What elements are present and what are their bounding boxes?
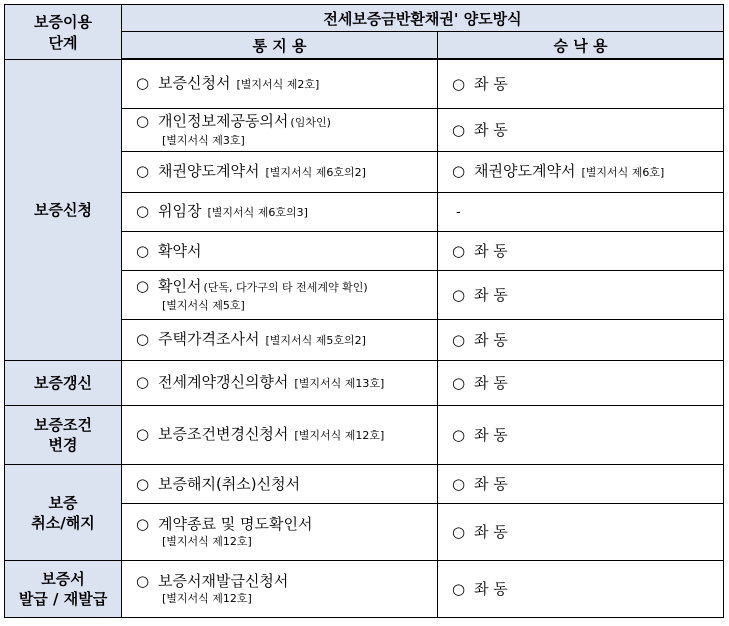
notice-document-name: 보증해지(취소)신청서 bbox=[158, 475, 301, 493]
guarantee-documents-table bbox=[4, 4, 724, 618]
stage-cell bbox=[5, 465, 122, 561]
stage-label: 취소/해지 bbox=[31, 513, 95, 532]
consent-column-header: 승 낙 용 bbox=[438, 32, 724, 60]
consent-document-name: 좌 동 bbox=[474, 286, 508, 304]
stage-column-header bbox=[5, 5, 122, 60]
stage-cell bbox=[5, 361, 122, 406]
not-applicable-dash: - bbox=[456, 205, 461, 220]
table-row bbox=[5, 561, 724, 618]
transfer-method-header: 전세보증금반환채권' 양도방식 bbox=[122, 5, 724, 32]
circle-bullet-icon: ○ bbox=[136, 475, 150, 493]
circle-bullet-icon: ○ bbox=[452, 242, 466, 260]
consent-document-cell bbox=[438, 561, 724, 618]
consent-document-name: 좌 동 bbox=[474, 523, 508, 541]
circle-bullet-icon: ○ bbox=[136, 277, 150, 295]
circle-bullet-icon: ○ bbox=[136, 330, 150, 348]
form-reference: [별지서식 제2호] bbox=[236, 78, 320, 91]
consent-document-name: 좌 동 bbox=[474, 475, 508, 493]
table-row bbox=[5, 361, 724, 406]
notice-document-name: 주택가격조사서 bbox=[158, 330, 260, 348]
consent-document-name: 좌 동 bbox=[474, 580, 508, 598]
notice-document-cell bbox=[122, 152, 438, 193]
notice-document-cell bbox=[122, 232, 438, 271]
table-row bbox=[5, 59, 724, 109]
consent-document-name: 채권양도계약서 bbox=[474, 162, 576, 180]
consent-document-cell bbox=[438, 406, 724, 465]
consent-document-cell bbox=[438, 271, 724, 320]
notice-document-cell bbox=[122, 59, 438, 109]
circle-bullet-icon: ○ bbox=[452, 523, 466, 541]
notice-document-cell bbox=[122, 504, 438, 561]
consent-document-cell bbox=[438, 232, 724, 271]
consent-document-cell bbox=[438, 361, 724, 406]
stage-label: 보증 bbox=[48, 493, 78, 512]
circle-bullet-icon: ○ bbox=[136, 202, 150, 220]
notice-document-name: 계약종료 및 명도확인서 bbox=[158, 515, 313, 533]
consent-document-cell bbox=[438, 465, 724, 504]
form-reference: [별지서식 제12호] bbox=[294, 429, 385, 442]
stage-cell bbox=[5, 59, 122, 361]
circle-bullet-icon: ○ bbox=[136, 373, 150, 391]
consent-document-name: 좌 동 bbox=[474, 242, 508, 260]
circle-bullet-icon: ○ bbox=[136, 162, 150, 180]
stage-label: 보증신청 bbox=[34, 200, 92, 219]
notice-document-name: 보증조건변경신청서 bbox=[158, 425, 289, 443]
circle-bullet-icon: ○ bbox=[452, 580, 466, 598]
stage-label: 변경 bbox=[48, 436, 78, 454]
notice-document-name: 위임장 bbox=[158, 202, 202, 220]
notice-document-cell bbox=[122, 271, 438, 320]
table-row bbox=[5, 406, 724, 465]
circle-bullet-icon: ○ bbox=[136, 74, 150, 92]
notice-document-cell bbox=[122, 561, 438, 618]
notice-document-cell bbox=[122, 361, 438, 406]
notice-document-cell bbox=[122, 465, 438, 504]
notice-document-name: 확약서 bbox=[158, 242, 202, 260]
circle-bullet-icon: ○ bbox=[452, 75, 466, 93]
consent-document-name: 좌 동 bbox=[474, 121, 508, 139]
form-reference: [별지서식 제5호] bbox=[162, 299, 245, 312]
consent-document-cell bbox=[438, 320, 724, 361]
notice-document-name: 보증신청서 bbox=[158, 74, 231, 92]
stage-label: 보증갱신 bbox=[34, 374, 92, 392]
consent-document-name: 좌 동 bbox=[474, 331, 508, 349]
consent-document-cell bbox=[438, 193, 724, 232]
circle-bullet-icon: ○ bbox=[136, 515, 150, 533]
form-reference: [별지서식 제3호] bbox=[162, 134, 245, 147]
consent-document-cell bbox=[438, 152, 724, 193]
circle-bullet-icon: ○ bbox=[136, 572, 150, 590]
stage-label: 보증조건 bbox=[34, 416, 92, 434]
circle-bullet-icon: ○ bbox=[136, 242, 150, 260]
form-reference: [별지서식 제6호의3] bbox=[207, 206, 308, 219]
form-reference: [별지서식 제12호] bbox=[162, 535, 252, 548]
circle-bullet-icon: ○ bbox=[136, 112, 150, 130]
notice-document-name: 전세계약갱신의향서 bbox=[158, 373, 289, 391]
consent-document-cell bbox=[438, 109, 724, 152]
circle-bullet-icon: ○ bbox=[452, 331, 466, 349]
stage-header-line2: 단계 bbox=[48, 33, 78, 52]
notice-document-note: (임차인) bbox=[290, 116, 331, 129]
form-reference: [별지서식 제13호] bbox=[294, 377, 385, 390]
form-reference: [별지서식 제12호] bbox=[162, 592, 252, 605]
notice-document-name: 채권양도계약서 bbox=[158, 162, 260, 180]
table-body bbox=[5, 59, 724, 618]
circle-bullet-icon: ○ bbox=[136, 425, 150, 443]
consent-document-name: 좌 동 bbox=[474, 374, 508, 392]
consent-document-cell bbox=[438, 504, 724, 561]
circle-bullet-icon: ○ bbox=[452, 162, 466, 180]
consent-document-cell bbox=[438, 59, 724, 109]
form-reference: [별지서식 제6호] bbox=[581, 166, 665, 179]
stage-label: 발급 / 재발급 bbox=[18, 590, 108, 608]
stage-header-line1: 보증이용 bbox=[34, 12, 92, 31]
form-reference: [별지서식 제5호의2] bbox=[265, 334, 366, 347]
notice-document-name: 개인정보제공동의서 bbox=[158, 112, 289, 130]
stage-cell bbox=[5, 561, 122, 618]
stage-label: 보증서 bbox=[41, 570, 85, 588]
notice-document-name: 확인서 bbox=[158, 277, 202, 295]
consent-document-name: 좌 동 bbox=[474, 75, 508, 93]
notice-document-cell bbox=[122, 193, 438, 232]
circle-bullet-icon: ○ bbox=[452, 121, 466, 139]
circle-bullet-icon: ○ bbox=[452, 426, 466, 444]
notice-document-cell bbox=[122, 109, 438, 152]
circle-bullet-icon: ○ bbox=[452, 286, 466, 304]
table-row bbox=[5, 465, 724, 504]
notice-document-cell bbox=[122, 406, 438, 465]
consent-document-name: 좌 동 bbox=[474, 426, 508, 444]
stage-cell bbox=[5, 406, 122, 465]
circle-bullet-icon: ○ bbox=[452, 475, 466, 493]
circle-bullet-icon: ○ bbox=[452, 374, 466, 392]
notice-document-cell bbox=[122, 320, 438, 361]
notice-column-header: 통 지 용 bbox=[122, 32, 438, 60]
notice-document-name: 보증서재발급신청서 bbox=[158, 572, 289, 590]
notice-document-note: (단독, 다가구의 타 전세계약 확인) bbox=[203, 281, 368, 294]
form-reference: [별지서식 제6호의2] bbox=[265, 166, 366, 179]
